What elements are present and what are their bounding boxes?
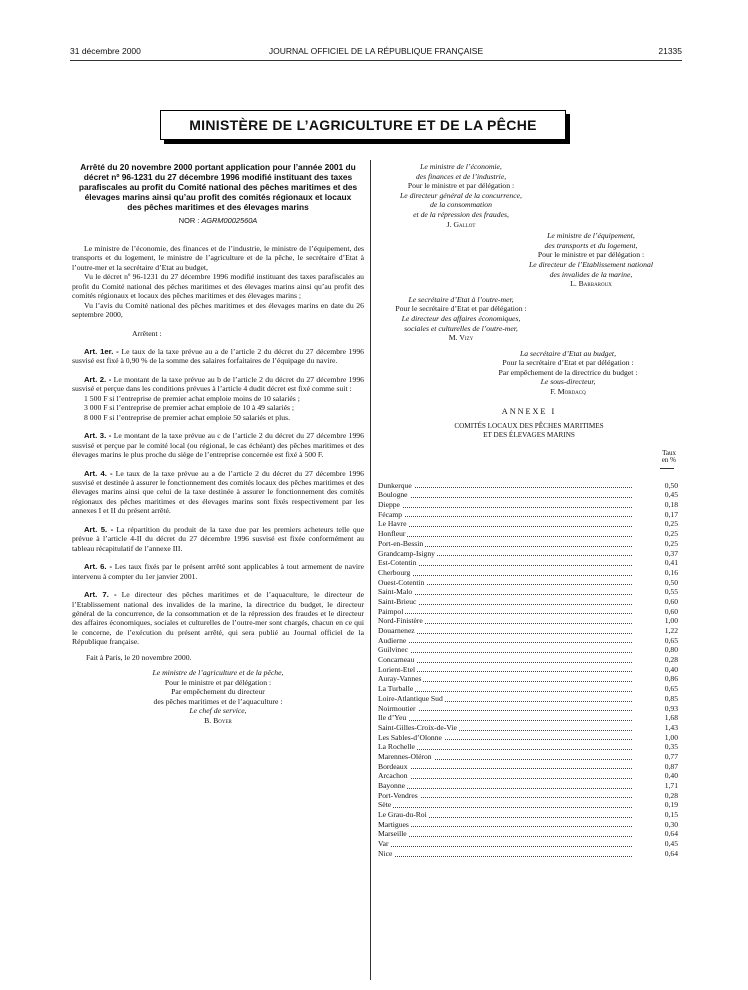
right-column [378,162,680,859]
article-2-item-1: 1 500 F si l’entreprise de premier achat emploie moins de 10 salariés ; [84,393,300,403]
committee-rate: 0,37 [664,548,678,558]
committee-rate: 0,15 [664,810,678,820]
annexe-subtitle-1: COMITÉS LOCAUX DES PÊCHES MARITIMES [454,422,604,431]
article-2-text: Le montant de la taxe prévue au b de l’article 2 du décret du 27 décembre 1996 susvisé et perçue dans les conditions prévues à l’article 4 dudit décret est fixé comme suit : [72,374,365,394]
table-row [378,529,680,539]
table-row [378,481,680,491]
article-7-text: Le directeur des pêches maritimes et de l’aquaculture, le directeur de l’Etablissement national des invalides de la marine, la directrice du budget, le directeur général de la concurrence, de la consommation et de la répression des fraudes et le directeur des affaires économiques, sociales et culturelles de l’outre-mer sont chargés, chacun en ce qui le concerne, de l’exécution du présent arrêté, qui sera publié au Journal officiel de la République française. [72,590,365,647]
article-3-text: Le montant de la taxe prévue au c de l’article 2 du décret du 27 décembre 1996 susvisé et perçue par le comité local (ou régional, le cas échéant) des pêches maritimes et des élevages marins le plus proche du siège de l’entreprise concernée est fixé à 500 F. [72,431,364,460]
table-row [378,558,680,568]
article-1 [72,347,364,366]
committee-rate: 1,43 [664,722,678,732]
article-5-label: Art. 5. - [84,524,114,534]
table-row [378,674,680,684]
article-3 [72,431,364,459]
rate-header-2: en % [661,456,676,465]
table-row [378,655,680,665]
committee-rate: 0,25 [664,529,678,539]
header-rule [70,60,682,61]
committee-rate: 0,17 [664,509,678,519]
committee-rate: 0,65 [664,684,678,694]
committee-rate: 0,64 [664,848,678,858]
committee-rate: 1,71 [664,781,678,791]
committee-name: Loire-Atlantique Sud [378,693,443,703]
committee-name: Nord-Finistère [378,616,423,626]
table-row [378,636,680,646]
sig-om-line-1: Le secrétaire d’Etat à l’outre-mer, [408,294,514,304]
sig-equip-name: L. Barbaroux [570,279,612,289]
preamble-2: Vu le décret nº 96-1231 du 27 décembre 1996 modifié instituant des taxes parafiscales au profit du Comité national des pêches maritimes et des élevages marins ainsi qu’au profit des comités régionaux et locaux des pêches maritimes et des élevages marins ; [72,272,364,301]
committee-rate: 0,60 [664,606,678,616]
header-date: 31 décembre 2000 [70,46,141,56]
committee-name: Bordeaux [378,761,408,771]
committee-name: Marennes-Oléron [378,751,432,761]
committee-rate: 0,64 [664,829,678,839]
sig-budget-line-3: Par empêchement de la directrice du budget : [498,367,638,377]
committee-name: Fécamp [378,509,403,519]
signature-economie [358,162,564,229]
table-row [378,694,680,704]
committee-rate: 0,16 [664,567,678,577]
committee-rate: 0,77 [664,751,678,761]
table-row [378,849,680,859]
table-row [378,665,680,675]
table-row [378,820,680,830]
committee-rate: 0,60 [664,596,678,606]
committee-name: Ile d’Yeu [378,713,407,723]
article-1-label: Art. 1er. - [84,347,119,356]
committee-name: Douarnenez [378,626,415,636]
committee-rate: 0,28 [664,655,678,665]
table-row [378,587,680,597]
nor-reference [72,216,364,225]
sig-eco-line-2: des finances et de l’industrie, [415,171,507,181]
committee-name: Cherbourg [378,567,411,577]
article-1-text: Le taux de la taxe prévue au a de l’article 2 du décret du 27 décembre 1996 susvisé est fixé à 0,90 % de la somme des salaires forfaitaires de l’équipage du navire. [72,347,365,366]
sig-budget-line-2: Pour la secrétaire d’Etat et par délégation : [502,358,634,368]
sig-equip-line-4: Le directeur de l’Etablissement national [529,259,653,269]
committee-name: Guilvinec [378,645,408,655]
sig-budget-line-1: La secrétaire d’Etat au budget, [519,348,616,358]
sig-eco-line-4: Le directeur général de la concurrence, [400,190,522,200]
column-divider [370,160,371,980]
committee-name: La Turballe [378,684,414,694]
signature-budget [448,349,688,397]
committee-name: Honfleur [378,529,406,539]
left-column [72,162,364,725]
committee-name: Port-en-Bessin [378,538,424,548]
table-row [378,762,680,772]
table-row [378,645,680,655]
article-6-label: Art. 6. - [84,562,113,572]
committee-rate: 1,00 [664,616,678,626]
annexe-subtitle [378,422,680,440]
sig-equip-line-3: Pour le ministre et par délégation : [537,250,645,260]
table-row [378,626,680,636]
table-row [378,549,680,559]
committee-name: Est-Cotentin [378,558,417,568]
committee-rate: 0,45 [664,839,678,849]
ministry-banner [160,110,566,140]
rate-header-rule [660,468,674,469]
committee-name: Saint-Gilles-Croix-de-Vie [378,722,457,732]
table-row [378,839,680,849]
committee-rate: 1,00 [664,732,678,742]
committee-rate: 0,80 [664,645,678,655]
decree-title: Arrêté du 20 novembre 2000 portant application pour l’année 2001 du décret nº 96-1231 du 27 décembre 1996 modifié instituant des taxes parafiscales au profit du Comité national des pêches maritimes et des élevages marins ainsi qu’au profit des comités régionaux et locaux des pêches maritimes et des élevages marins [78,162,358,213]
committee-name: Le Grau-du-Roi [378,810,427,820]
sig-eco-line-5: de la consommation [430,200,492,210]
table-row [378,539,680,549]
sig-agri-line-2: Pour le ministre et par délégation : [164,677,272,687]
annexe-title: ANNEXE I [501,406,557,416]
table-row [378,684,680,694]
committee-name: Port-Vendres [378,790,418,800]
committee-rate: 0,50 [664,577,678,587]
committee-name: Boulogne [378,490,408,500]
table-row [378,704,680,714]
rate-header-1: Taux [662,448,676,457]
article-4 [72,469,364,516]
committee-rate: 0,93 [664,703,678,713]
committee-rate: 0,25 [664,538,678,548]
committee-name: Marseille [378,829,407,839]
committee-rate: 0,50 [664,480,678,490]
signature-outremer [358,295,564,343]
sig-agri-line-5: Le chef de service, [189,706,247,716]
table-row [378,771,680,781]
annexe-subtitle-2: ET DES ÉLEVAGES MARINS [483,430,575,439]
committee-rate: 0,30 [664,819,678,829]
article-4-label: Art. 4. - [84,468,113,478]
sig-om-name: M. Vizy [448,333,474,343]
committee-name: Le Havre [378,519,407,529]
sig-eco-line-1: Le ministre de l’économie, [420,162,502,171]
committee-name: Ouest-Cotentin [378,577,425,587]
table-row [378,490,680,500]
page-number: 21335 [658,46,682,56]
committee-rate: 0,35 [664,742,678,752]
table-row [378,829,680,839]
arretent-heading: Arrêtent : [132,328,162,338]
table-row [378,500,680,510]
signature-agriculture [72,668,364,725]
committee-name: Martigues [378,819,409,829]
committee-rate: 0,45 [664,490,678,500]
article-5 [72,525,364,553]
committee-name: Concarneau [378,655,415,665]
committee-name: Arcachon [378,771,408,781]
article-4-text: Le taux de la taxe prévue au a de l’article 2 du décret du 27 décembre 1996 susvisé et destinée à assurer le fonctionnement des comités locaux des pêches maritimes et des élevages marins ainsi que celui de la taxe destinée à assurer le fonctionnement des comités régionaux des pêches maritimes et des élevages marins sont fixés respectivement par les annexes I et II du présent arrêté. [72,468,365,516]
committee-rate: 0,18 [664,500,678,510]
committee-rate: 1,68 [664,713,678,723]
table-row [378,713,680,723]
table-row [378,519,680,529]
sig-agri-line-3: Par empêchement du directeur [171,687,265,697]
ministry-title: MINISTÈRE DE L’AGRICULTURE ET DE LA PÊCHE [189,117,537,133]
committee-rate: 0,86 [664,674,678,684]
sig-agri-name: B. Boyer [204,715,232,725]
rates-table [378,481,680,859]
committee-name: Noirmoutier [378,703,416,713]
table-row [378,733,680,743]
sig-om-line-2: Pour le secrétaire d’Etat et par délégation : [395,304,527,314]
committee-name: Bayonne [378,781,405,791]
sig-budget-name: F. Mordacq [550,387,586,397]
committee-rate: 0,65 [664,635,678,645]
committee-rate: 0,55 [664,587,678,597]
sig-om-line-3: Le directeur des affaires économiques, [401,313,521,323]
sig-equip-line-5: des invalides de la marine, [549,269,633,279]
table-row [378,597,680,607]
sig-eco-line-3: Pour le ministre et par délégation : [407,181,515,191]
table-row [378,568,680,578]
sig-eco-line-6: et de la répression des fraudes, [413,209,509,219]
article-2-item-3: 8 000 F si l’entreprise de premier achat emploie 50 salariés et plus. [84,412,291,422]
article-6-text: Les taux fixés par le présent arrêté sont applicables à tout armement de navire intervenu à compter du 1er janvier 2001. [72,562,365,581]
sig-agri-line-1: Le ministre de l’agriculture et de la pêche, [152,668,284,678]
committee-name: Nice [378,848,393,858]
committee-name: Saint-Brieuc [378,596,417,606]
committee-rate: 0,87 [664,761,678,771]
table-row [378,723,680,733]
table-row [378,578,680,588]
rate-column-header [378,450,680,469]
committee-name: Sète [378,800,392,810]
table-row [378,742,680,752]
committee-name: Lorient-Etel [378,664,416,674]
article-2 [72,375,364,394]
nor-code: AGRM0002560A [201,216,258,226]
committee-rate: 0,40 [664,771,678,781]
signature-equipement [488,231,694,289]
table-row [378,791,680,801]
sig-om-line-4: sociales et culturelles de l’outre-mer, [404,323,518,333]
article-5-text: La répartition du produit de la taxe due par les premiers acheteurs telle que prévue à l’article 4-II du décret du 27 décembre 1996 susvisé est fixée conformément au tableau récapitulatif de l’annexe III. [72,524,365,553]
article-7 [72,590,364,647]
table-row [378,607,680,617]
committee-name: Var [378,839,389,849]
table-row [378,781,680,791]
article-6 [72,562,364,581]
committee-rate: 0,19 [664,800,678,810]
committee-name: La Rochelle [378,742,415,752]
committee-name: Saint-Malo [378,587,413,597]
committee-rate: 0,25 [664,519,678,529]
committee-rate: 0,85 [664,693,678,703]
page-header [70,46,682,58]
committee-name: Grandcamp-Isigny [378,548,435,558]
table-row [378,616,680,626]
committee-rate: 0,41 [664,558,678,568]
table-row [378,510,680,520]
committee-name: Dieppe [378,500,400,510]
committee-rate: 0,40 [664,664,678,674]
table-row [378,800,680,810]
table-row [378,810,680,820]
committee-name: Auray-Vannes [378,674,422,684]
article-7-label: Art. 7. - [84,590,117,600]
committee-rate: 0,28 [664,790,678,800]
sig-equip-line-2: des transports et du logement, [544,240,638,250]
signing-place-date: Fait à Paris, le 20 novembre 2000. [86,652,192,662]
committee-name: Dunkerque [378,480,412,490]
table-row [378,752,680,762]
header-title: JOURNAL OFFICIEL DE LA RÉPUBLIQUE FRANÇAISE [268,46,484,56]
sig-eco-name: J. Gallot [446,219,476,229]
committee-name: Audierne [378,635,407,645]
committee-rate: 1,22 [664,626,678,636]
committee-name: Paimpol [378,606,404,616]
committee-name: Les Sables-d’Olonne [378,732,442,742]
nor-label: NOR : [178,216,200,226]
sig-agri-line-4: des pêches maritimes et de l’aquaculture : [153,696,283,706]
sig-equip-line-1: Le ministre de l’équipement, [547,231,635,241]
preamble-3: Vu l’avis du Comité national des pêches maritimes et des élevages marins en date du 26 septembre 2000, [72,300,364,320]
preamble-1: Le ministre de l’économie, des finances et de l’industrie, le ministre de l’équipement, des transports et du logement, le ministre de l’agriculture et de la pêche, le secrétaire d’Etat à l’outre-mer et la secrétaire d’Etat au budget, [72,243,364,272]
article-2-item-2: 3 000 F si l’entreprise de premier achat emploie de 10 à 49 salariés ; [84,403,295,413]
sig-budget-line-4: Le sous-directeur, [540,377,596,387]
article-2-label: Art. 2. - [84,374,112,384]
article-3-label: Art. 3. - [84,431,112,441]
